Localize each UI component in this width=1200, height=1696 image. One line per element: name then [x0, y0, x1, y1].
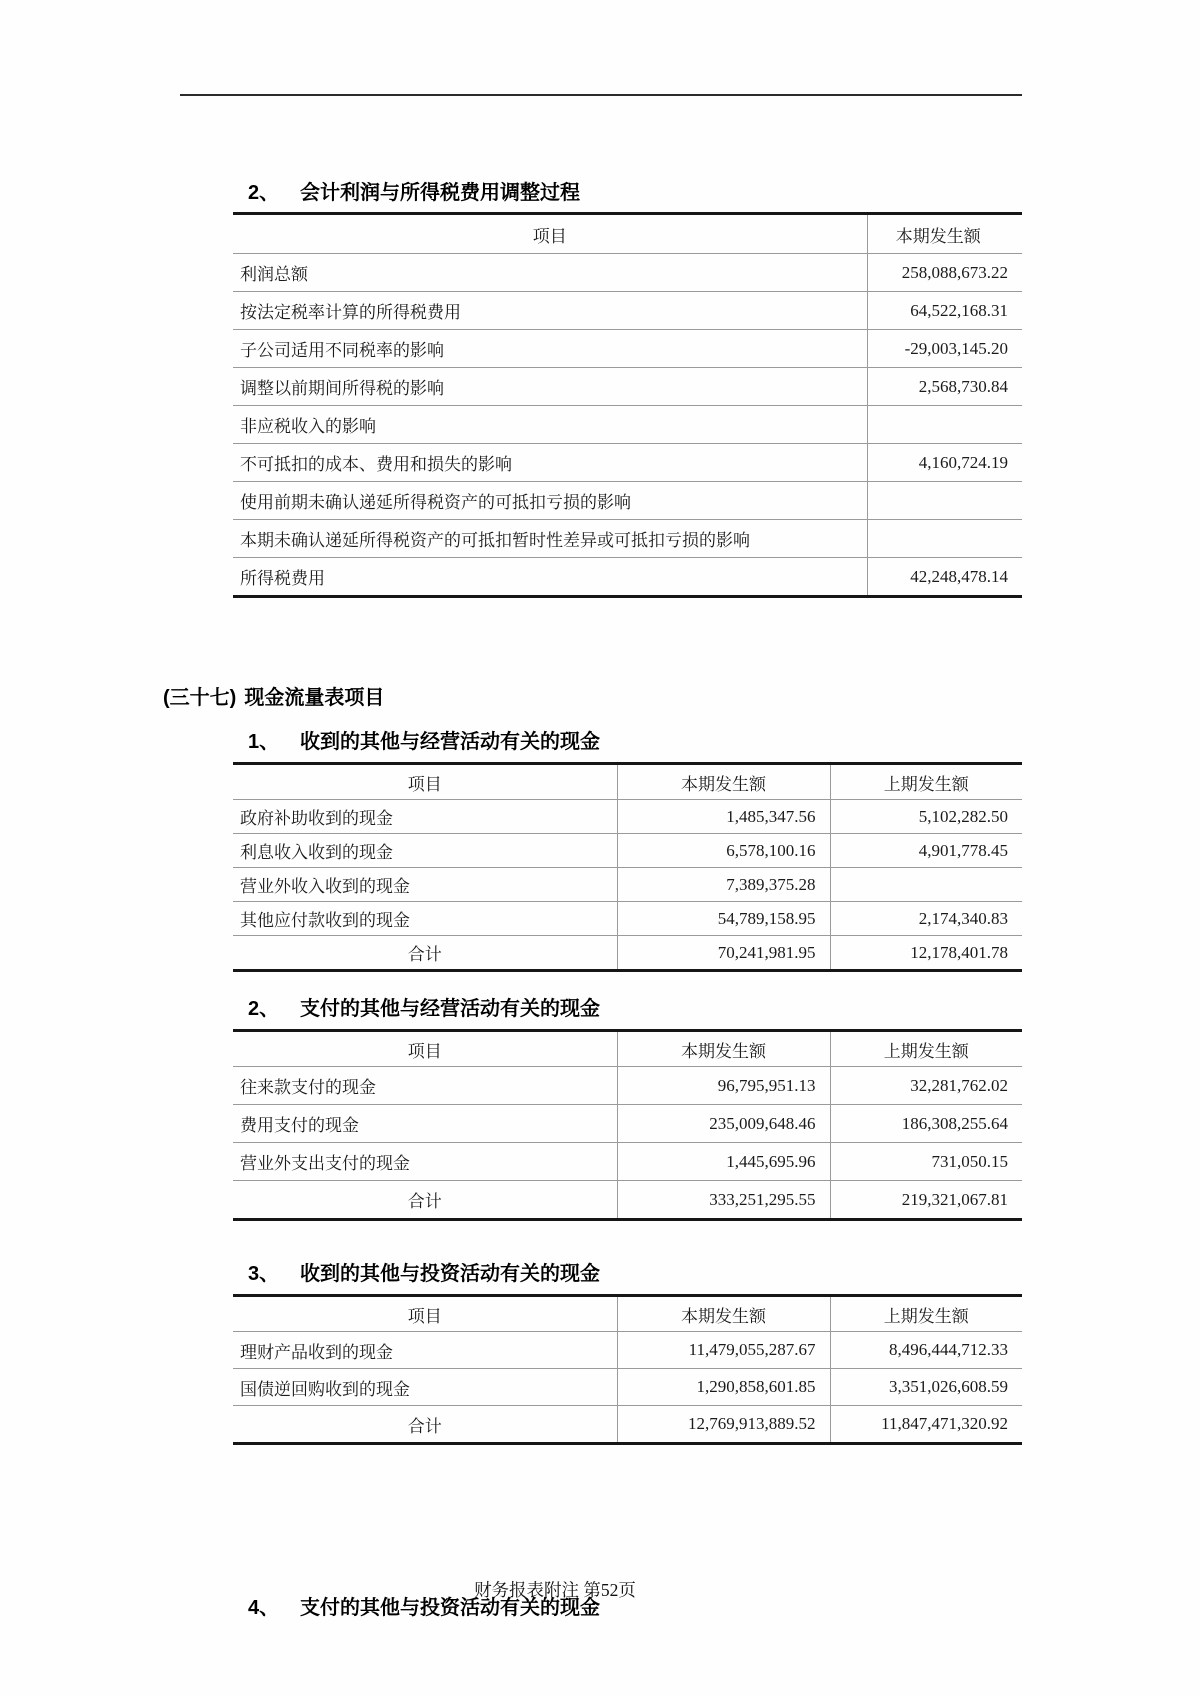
- row-value-current: 54,789,158.95: [617, 902, 830, 936]
- table-row: [233, 1369, 1022, 1406]
- table-row: [233, 1067, 1022, 1105]
- heading-title: 支付的其他与经营活动有关的现金: [300, 998, 600, 1020]
- table-row: [233, 1143, 1022, 1181]
- row-item: 所得税费用: [233, 558, 867, 597]
- column-header-item: 项目: [233, 1031, 617, 1067]
- heading-other-cash-received-investing: [233, 1261, 1022, 1287]
- heading-number: 2、: [248, 998, 280, 1020]
- row-value-current: 64,522,168.31: [867, 292, 1022, 330]
- total-value-prior: 12,178,401.78: [830, 936, 1022, 971]
- heading-title: 支付的其他与投资活动有关的现金: [300, 1597, 600, 1619]
- row-item: 使用前期未确认递延所得税资产的可抵扣亏损的影响: [233, 482, 867, 520]
- column-header-item: 项目: [233, 1296, 617, 1332]
- row-item: 非应税收入的影响: [233, 406, 867, 444]
- table-row: [233, 292, 1022, 330]
- row-value-current: 96,795,951.13: [617, 1067, 830, 1105]
- row-value-prior: 731,050.15: [830, 1143, 1022, 1181]
- total-value-prior: 11,847,471,320.92: [830, 1406, 1022, 1444]
- row-value-prior: 8,496,444,712.33: [830, 1332, 1022, 1369]
- row-value-prior: 4,901,778.45: [830, 834, 1022, 868]
- table-row: [233, 834, 1022, 868]
- row-value-current: [867, 482, 1022, 520]
- row-item: 政府补助收到的现金: [233, 800, 617, 834]
- total-value-current: 333,251,295.55: [617, 1181, 830, 1220]
- heading-title: 现金流量表项目: [244, 687, 385, 709]
- total-value-current: 70,241,981.95: [617, 936, 830, 971]
- row-item: 不可抵扣的成本、费用和损失的影响: [233, 444, 867, 482]
- row-value-current: 6,578,100.16: [617, 834, 830, 868]
- row-value-prior: 186,308,255.64: [830, 1105, 1022, 1143]
- table-row: [233, 406, 1022, 444]
- column-header-current-period: 本期发生额: [895, 226, 981, 246]
- row-item: 本期未确认递延所得税资产的可抵扣暂时性差异或可抵扣亏损的影响: [233, 520, 867, 558]
- column-header-item: 项目: [233, 214, 867, 254]
- row-value-current: 4,160,724.19: [867, 444, 1022, 482]
- heading-number: 4、: [248, 1597, 280, 1619]
- column-header-prior-period: 上期发生额: [883, 1041, 969, 1061]
- heading-tax-adjustment: [233, 180, 1022, 206]
- table-row: [233, 902, 1022, 936]
- row-value-current: 42,248,478.14: [867, 558, 1022, 597]
- row-value-current: 11,479,055,287.67: [617, 1332, 830, 1369]
- row-item: 利润总额: [233, 254, 867, 292]
- row-item: 费用支付的现金: [233, 1105, 617, 1143]
- tax-adjustment-table: [233, 212, 1022, 598]
- row-item: 国债逆回购收到的现金: [233, 1369, 617, 1406]
- table-row: [233, 368, 1022, 406]
- heading-number: 3、: [248, 1263, 280, 1285]
- row-value-prior: 32,281,762.02: [830, 1067, 1022, 1105]
- table-row: [233, 558, 1022, 597]
- other-cash-paid-operating-table: [233, 1029, 1022, 1221]
- other-cash-received-investing-table: [233, 1294, 1022, 1445]
- row-item: 理财产品收到的现金: [233, 1332, 617, 1369]
- heading-title: 会计利润与所得税费用调整过程: [300, 182, 580, 204]
- row-value-current: [867, 406, 1022, 444]
- heading-other-cash-received-operating: [233, 729, 1022, 755]
- page-footer: 财务报表附注 第52页: [474, 1580, 636, 1600]
- row-item: 调整以前期间所得税的影响: [233, 368, 867, 406]
- table-header-row: [233, 764, 1022, 800]
- column-header-item: 项目: [233, 764, 617, 800]
- row-value-current: 1,485,347.56: [617, 800, 830, 834]
- total-label: 合计: [233, 1406, 617, 1444]
- row-value-current: 235,009,648.46: [617, 1105, 830, 1143]
- row-value-current: 1,290,858,601.85: [617, 1369, 830, 1406]
- table-row: [233, 254, 1022, 292]
- row-value-current: 7,389,375.28: [617, 868, 830, 902]
- row-value-prior: 3,351,026,608.59: [830, 1369, 1022, 1406]
- table-header-row: [233, 214, 1022, 254]
- heading-number: (三十七): [163, 687, 237, 709]
- table-row: [233, 868, 1022, 902]
- table-total-row: [233, 1181, 1022, 1220]
- row-item: 按法定税率计算的所得税费用: [233, 292, 867, 330]
- table-total-row: [233, 936, 1022, 971]
- heading-title: 收到的其他与经营活动有关的现金: [300, 731, 600, 753]
- heading-number: 2、: [248, 182, 280, 204]
- table-row: [233, 330, 1022, 368]
- table-row: [233, 520, 1022, 558]
- row-value-prior: 2,174,340.83: [830, 902, 1022, 936]
- row-item: 子公司适用不同税率的影响: [233, 330, 867, 368]
- row-value-current: 258,088,673.22: [867, 254, 1022, 292]
- table-header-row: [233, 1296, 1022, 1332]
- column-header-prior-period: 上期发生额: [883, 774, 969, 794]
- table-total-row: [233, 1406, 1022, 1444]
- row-item: 营业外支出支付的现金: [233, 1143, 617, 1181]
- row-value-prior: [830, 868, 1022, 902]
- total-label: 合计: [233, 936, 617, 971]
- table-row: [233, 1105, 1022, 1143]
- heading-cashflow-section: [163, 685, 1022, 711]
- table-row: [233, 1332, 1022, 1369]
- total-value-prior: 219,321,067.81: [830, 1181, 1022, 1220]
- heading-number: 1、: [248, 731, 280, 753]
- row-value-current: 1,445,695.96: [617, 1143, 830, 1181]
- total-label: 合计: [233, 1181, 617, 1220]
- row-item: 其他应付款收到的现金: [233, 902, 617, 936]
- table-row: [233, 800, 1022, 834]
- row-value-current: [867, 520, 1022, 558]
- heading-other-cash-paid-operating: [233, 996, 1022, 1022]
- row-value-prior: 5,102,282.50: [830, 800, 1022, 834]
- column-header-current-period: 本期发生额: [617, 1296, 830, 1332]
- total-value-current: 12,769,913,889.52: [617, 1406, 830, 1444]
- column-header-current-period: 本期发生额: [617, 1031, 830, 1067]
- column-header-current-period: 本期发生额: [617, 764, 830, 800]
- row-value-current: -29,003,145.20: [867, 330, 1022, 368]
- row-item: 往来款支付的现金: [233, 1067, 617, 1105]
- heading-title: 收到的其他与投资活动有关的现金: [300, 1263, 600, 1285]
- row-item: 利息收入收到的现金: [233, 834, 617, 868]
- page-content: [163, 0, 1022, 1621]
- table-row: [233, 482, 1022, 520]
- table-row: [233, 444, 1022, 482]
- table-header-row: [233, 1031, 1022, 1067]
- other-cash-received-operating-table: [233, 762, 1022, 972]
- row-value-current: 2,568,730.84: [867, 368, 1022, 406]
- row-item: 营业外收入收到的现金: [233, 868, 617, 902]
- column-header-prior-period: 上期发生额: [883, 1306, 969, 1326]
